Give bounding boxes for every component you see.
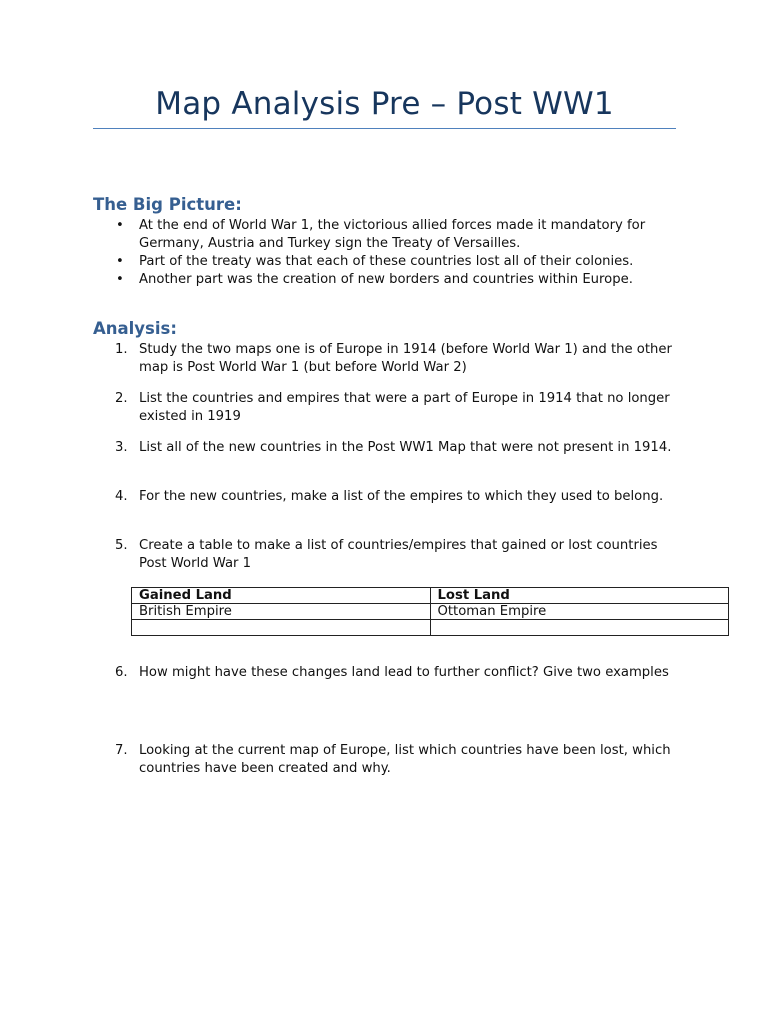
item-number: 3. [115, 440, 128, 455]
item-number: 1. [115, 342, 128, 357]
bullet-item: • At the end of World War 1, the victorious allied forces made it mandatory for Germany, Austria and Turkey sign the Treaty of Versailles. [93, 217, 693, 253]
analysis-item [93, 537, 683, 573]
analysis-item [93, 664, 683, 682]
item-text: Looking at the current map of Europe, list which countries have been lost, which countries have been created and why. [139, 743, 671, 776]
bullet-item: • Another part was the creation of new borders and countries within Europe. [93, 271, 693, 289]
page-title: Map Analysis Pre – Post WW1 [155, 86, 614, 122]
analysis-heading: Analysis: [93, 319, 177, 338]
table-cell [132, 620, 431, 636]
item-text: List all of the new countries in the Post WW1 Map that were not present in 1914. [139, 440, 672, 455]
analysis-item [93, 341, 683, 377]
item-text: How might have these changes land lead to further conflict? Give two examples [139, 665, 669, 680]
table-header-row [132, 588, 729, 604]
gained-lost-table [131, 587, 729, 636]
analysis-item [93, 439, 683, 457]
table-header-cell: Lost Land [430, 588, 729, 604]
title-underline [93, 128, 676, 129]
table-row [132, 620, 729, 636]
table-cell [430, 620, 729, 636]
big-picture-heading: The Big Picture: [93, 195, 242, 214]
table-row [132, 604, 729, 620]
big-picture-bullet-list [93, 217, 693, 289]
item-number: 7. [115, 743, 128, 758]
bullet-item: • Part of the treaty was that each of these countries lost all of their colonies. [93, 253, 693, 271]
item-number: 4. [115, 489, 128, 504]
item-text: Study the two maps one is of Europe in 1914 (before World War 1) and the other map is Post World War 1 (but before World War 2) [139, 342, 672, 375]
analysis-item [93, 742, 683, 778]
analysis-item [93, 488, 683, 506]
item-text: For the new countries, make a list of the empires to which they used to belong. [139, 489, 664, 504]
table-cell: Ottoman Empire [430, 604, 729, 620]
table-cell: British Empire [132, 604, 431, 620]
item-text: Create a table to make a list of countries/empires that gained or lost countries Post World War 1 [139, 538, 658, 571]
item-text: List the countries and empires that were a part of Europe in 1914 that no longer existed in 1919 [139, 391, 670, 424]
item-number: 6. [115, 665, 128, 680]
item-number: 5. [115, 538, 128, 553]
analysis-item [93, 390, 683, 426]
table-header-cell: Gained Land [132, 588, 431, 604]
item-number: 2. [115, 391, 128, 406]
